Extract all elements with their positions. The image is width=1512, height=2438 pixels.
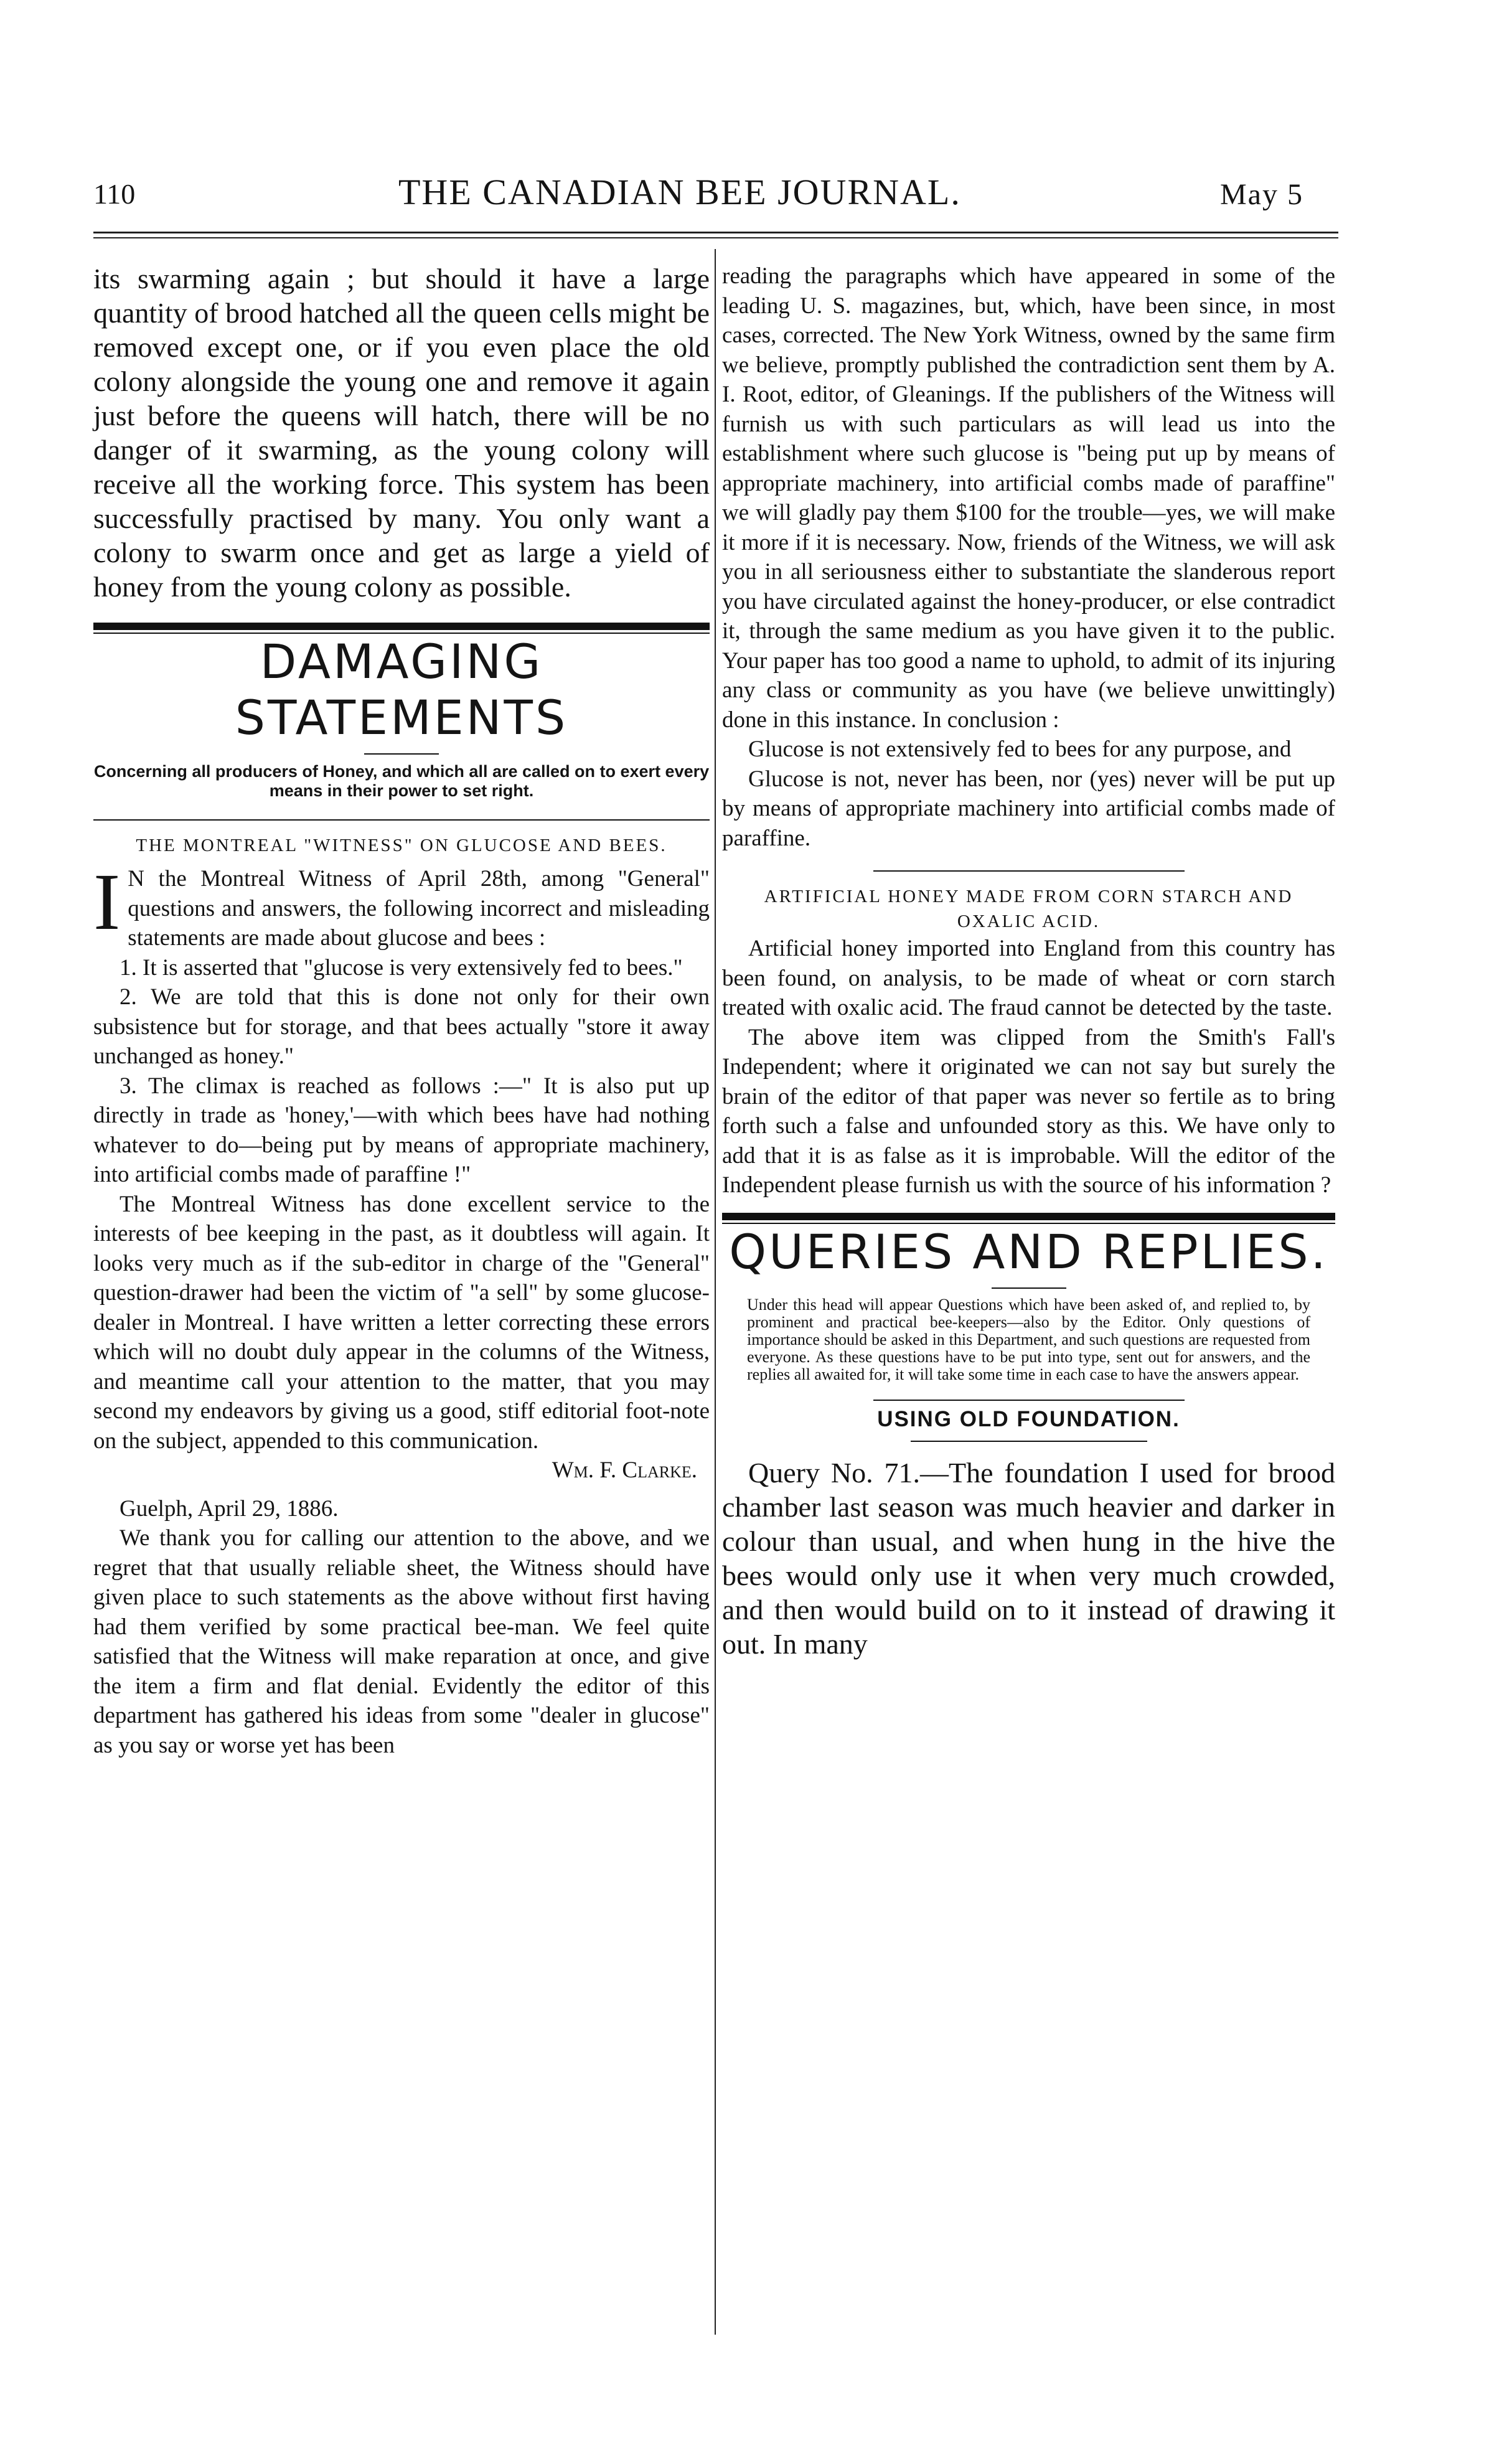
header-rule-top bbox=[93, 232, 1338, 233]
article2-paragraph-2: The above item was clipped from the Smith's Fall's Independent; where it originated we can not say but surely the brain of the editor of that paper was never so fertile as to bring forth such a false and unfounded story as this. We have only to add that it is as false as it is improbable. Will the editor of the Independent please furnish us with the source of his information ? bbox=[722, 1024, 1335, 1198]
title-underline bbox=[364, 753, 439, 755]
query-text: Query No. 71.—The foundation I used for brood chamber last season was much heavier and darker in colour than usual, and when hung in the hive the bees would only use it when very much crowded, and then would build on to it instead of drawing it out. In many bbox=[722, 1456, 1335, 1660]
signature: Wm. F. Clarke. bbox=[552, 1457, 697, 1483]
article-paragraph-4: 3. The climax is reached as follows :—" It is also put up directly in trade as 'honey,'—with which bees have had nothing whatever to do—being put by means of appropriate machinery, into artificial combs made of paraffine !" bbox=[93, 1073, 710, 1187]
queries-divider bbox=[873, 1400, 1185, 1401]
drop-cap: I bbox=[93, 857, 121, 947]
queries-rule bbox=[722, 1213, 1335, 1220]
section-title: DAMAGING STATEMENTS bbox=[235, 634, 568, 745]
article-paragraph-5: The Montreal Witness has done excellent service to the interests of bee keeping in the past, as it doubtless will again. It looks very much as if the sub-editor in charge of the "General" question-drawer had been the victim of "a sell" by some glucose-dealer in Montreal. I have written a letter correcting these errors which will no doubt duly appear in the columns of the Witness, and meantime call your attention to the matter, that you may second my endeavors by giving us a good, stiff editorial foot-note on the subject, appended to this communication. bbox=[93, 1191, 710, 1454]
conclusion-1: Glucose is not extensively fed to bees for any purpose, and bbox=[748, 737, 1292, 762]
editor-reply-continued: reading the paragraphs which have appeared in some of the leading U. S. magazines, but, which, have been since, in most cases, corrected. The New York Witness, owned by the same firm we believe, promptly published the contradiction sent them by A. I. Root, editor, of Gleanings. If the publishers of the Witness will furnish us with such particulars as will lead us into the establishment where such glucose is "being put up by means of appropriate machinery, into artificial combs made of paraffine" we will gladly pay them $100 for the trouble—yes, we will make it more if it is necessary. Now, friends of the Witness, we will ask you in all seriousness either to substantiate the slanderous report you have circulated against the honey-producer, or else contradict it, through the same medium as you have given it to the public. Your paper has too good a name to uphold, to admit of its injuring any class or community as you have (we believe unwittingly) done in this instance. In conclusion : bbox=[722, 263, 1335, 733]
header-rule-bottom bbox=[93, 237, 1338, 238]
article-paragraph-1: N the Montreal Witness of April 28th, among "General" questions and answers, the following incorrect and misleading statements are made about glucose and bees : bbox=[128, 866, 710, 951]
left-column bbox=[93, 261, 710, 1760]
section-subtitle: Concerning all producers of Honey, and which all are called on to exert every means in their power to set right. bbox=[93, 762, 710, 800]
article2-title: ARTIFICIAL HONEY MADE FROM CORN STARCH AND OXALIC ACID. bbox=[764, 887, 1294, 931]
journal-title: THE CANADIAN BEE JOURNAL. bbox=[398, 172, 961, 212]
article-divider bbox=[873, 870, 1185, 872]
dateline: Guelph, April 29, 1886. bbox=[120, 1495, 339, 1522]
column-divider bbox=[715, 249, 716, 2335]
article-paragraph-3: 2. We are told that this is done not only for their own subsistence but for storage, and that bees actually "store it away unchanged as honey." bbox=[93, 984, 710, 1069]
right-column bbox=[722, 261, 1335, 1661]
queries-underline bbox=[992, 1287, 1066, 1289]
query-underline bbox=[911, 1441, 1147, 1442]
conclusion-2: Glucose is not, never has been, nor (yes) never will be put up by means of appropriate machinery into artificial combs made of paraffine. bbox=[722, 766, 1335, 851]
article-paragraph-2: 1. It is asserted that "glucose is very extensively fed to bees." bbox=[120, 954, 683, 981]
subtitle-rule bbox=[93, 819, 710, 821]
issue-date: May 5 bbox=[1220, 178, 1303, 211]
queries-intro: Under this head will appear Questions which have been asked of, and replied to, by prominent and practical bee-keepers—also by the Editor. Only questions of importance should be asked in this Department, and such questions are requested from everyone. As these questions have to be put into type, sent out for answers, and the replies all awaited for, it will take some time in each case to have the answers appear. bbox=[747, 1295, 1310, 1383]
page-number: 110 bbox=[93, 178, 136, 210]
intro-paragraph: its swarming again ; but should it have a large quantity of brood hatched all the queen cells might be removed except one, or if you even place the old colony alongside the young one and remove it again just before the queens will hatch, there will be no danger of it swarming, as the young colony will receive all the working force. This system has been successfully practised by many. You only want a colony to swarm once and get as large a yield of honey from the young colony as possible. bbox=[93, 263, 710, 603]
article2-paragraph-1: Artificial honey imported into England from this country has been found, on analysis, to be made of wheat or corn starch treated with oxalic acid. The fraud cannot be detected by the taste. bbox=[722, 936, 1335, 1020]
queries-title: QUERIES AND REPLIES. bbox=[729, 1223, 1328, 1279]
editor-reply: We thank you for calling our attention to the above, and we regret that that usually reliable sheet, the Witness should have given place to such statements as the above without first having had them verified by some practical bee-man. We feel quite satisfied that the Witness will make reparation at once, and give the item a firm and flat denial. Evidently the editor of this department has gathered his ideas from some "dealer in glucose" as you say or worse yet has been bbox=[93, 1525, 710, 1758]
section-rule bbox=[93, 623, 710, 630]
query-title: USING OLD FOUNDATION. bbox=[877, 1406, 1180, 1431]
article-title: THE MONTREAL "WITNESS" ON GLUCOSE AND BEES. bbox=[136, 835, 667, 855]
